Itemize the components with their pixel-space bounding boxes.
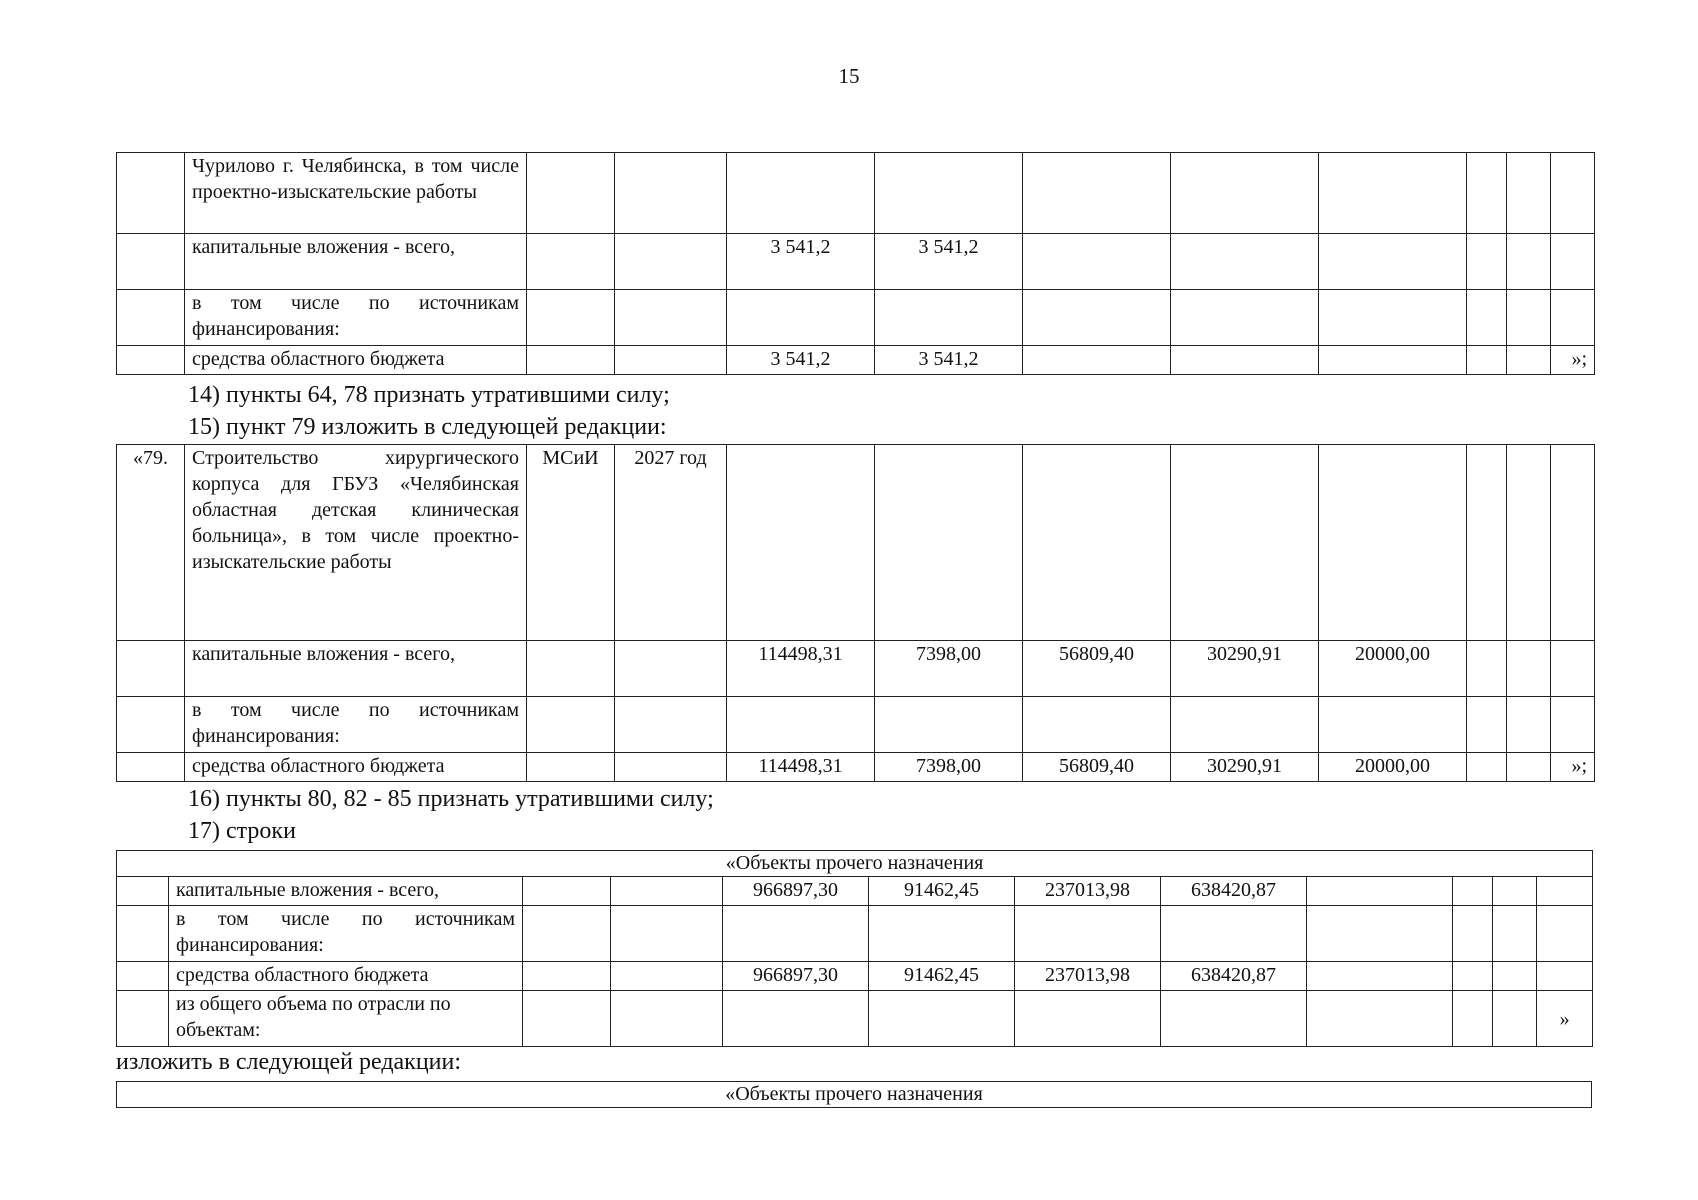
closing-quote: »; (1551, 346, 1595, 375)
value-cell: 638420,87 (1161, 877, 1307, 906)
table-other-purpose-old (116, 850, 1593, 1047)
section-header: «Объекты прочего назначения (117, 851, 1593, 877)
value-cell: 7398,00 (875, 753, 1023, 782)
section-header: «Объекты прочего назначения (117, 1082, 1592, 1108)
by-objects-label: из общего объема по отрасли по объектам: (169, 991, 523, 1047)
funding-sources-label: в том числе по источникам финансирования: (185, 290, 527, 346)
regional-budget-label: средства областного бюджета (185, 753, 527, 782)
value-cell: 966897,30 (723, 962, 869, 991)
table-row (117, 753, 1595, 782)
table-row (117, 877, 1593, 906)
table-row (117, 641, 1595, 697)
value-cell: 237013,98 (1015, 962, 1161, 991)
item-number: «79. (117, 445, 185, 641)
table-row (117, 1082, 1592, 1108)
value-cell: 3 541,2 (875, 346, 1023, 375)
table-row (117, 153, 1595, 234)
value-cell: 114498,31 (727, 641, 875, 697)
regional-budget-label: средства областного бюджета (169, 962, 523, 991)
row-number-cell (117, 153, 185, 234)
instruction-14: 14) пункты 64, 78 признать утратившими силу; (188, 382, 670, 408)
value-cell: 3 541,2 (727, 346, 875, 375)
funding-sources-label: в том числе по источникам финансирования: (185, 697, 527, 753)
table-row (117, 962, 1593, 991)
table-item-79 (116, 444, 1595, 782)
value-cell: 56809,40 (1023, 641, 1171, 697)
table-row (117, 445, 1595, 641)
value-cell: 91462,45 (869, 877, 1015, 906)
table-row (117, 697, 1595, 753)
table-other-purpose-new (116, 1081, 1592, 1108)
value-cell: 7398,00 (875, 641, 1023, 697)
value-cell: 20000,00 (1319, 641, 1467, 697)
value-cell: 237013,98 (1015, 877, 1161, 906)
instruction-17: 17) строки (188, 818, 296, 844)
value-cell: 91462,45 (869, 962, 1015, 991)
value-cell: 20000,00 (1319, 753, 1467, 782)
object-name-cell: Чурилово г. Челябинска, в том числе проектно-изыскательские работы (185, 153, 527, 234)
table-row (117, 991, 1593, 1047)
value-cell: 56809,40 (1023, 753, 1171, 782)
table-row (117, 290, 1595, 346)
funding-sources-label: в том числе по источникам финансирования: (169, 906, 523, 962)
page-number: 15 (838, 64, 860, 88)
value-cell: 966897,30 (723, 877, 869, 906)
regional-budget-label: средства областного бюджета (185, 346, 527, 375)
instruction-17-new-wording: изложить в следующей редакции: (116, 1049, 462, 1075)
closing-quote: »; (1551, 753, 1595, 782)
table-row (117, 851, 1593, 877)
table-row (117, 906, 1593, 962)
capital-investment-label: капитальные вложения - всего, (185, 234, 527, 290)
value-cell: 3 541,2 (875, 234, 1023, 290)
capital-investment-label: капитальные вложения - всего, (185, 641, 527, 697)
responsible-agency: МСиИ (527, 445, 615, 641)
value-cell: 114498,31 (727, 753, 875, 782)
value-cell: 638420,87 (1161, 962, 1307, 991)
instruction-16: 16) пункты 80, 82 - 85 признать утратившими силу; (188, 786, 714, 812)
table-row (117, 234, 1595, 290)
completion-year: 2027 год (615, 445, 727, 641)
object-name-cell: Строительство хирургического корпуса для ГБУЗ «Челябинская областная детская клиническая больница», в том числе проектно-изыскательские работы (185, 445, 527, 641)
table-continuation (116, 152, 1595, 375)
closing-quote: » (1537, 991, 1593, 1047)
table-row (117, 346, 1595, 375)
instruction-15: 15) пункт 79 изложить в следующей редакции: (188, 414, 667, 440)
value-cell: 30290,91 (1171, 753, 1319, 782)
value-cell: 3 541,2 (727, 234, 875, 290)
value-cell: 30290,91 (1171, 641, 1319, 697)
capital-investment-label: капитальные вложения - всего, (169, 877, 523, 906)
